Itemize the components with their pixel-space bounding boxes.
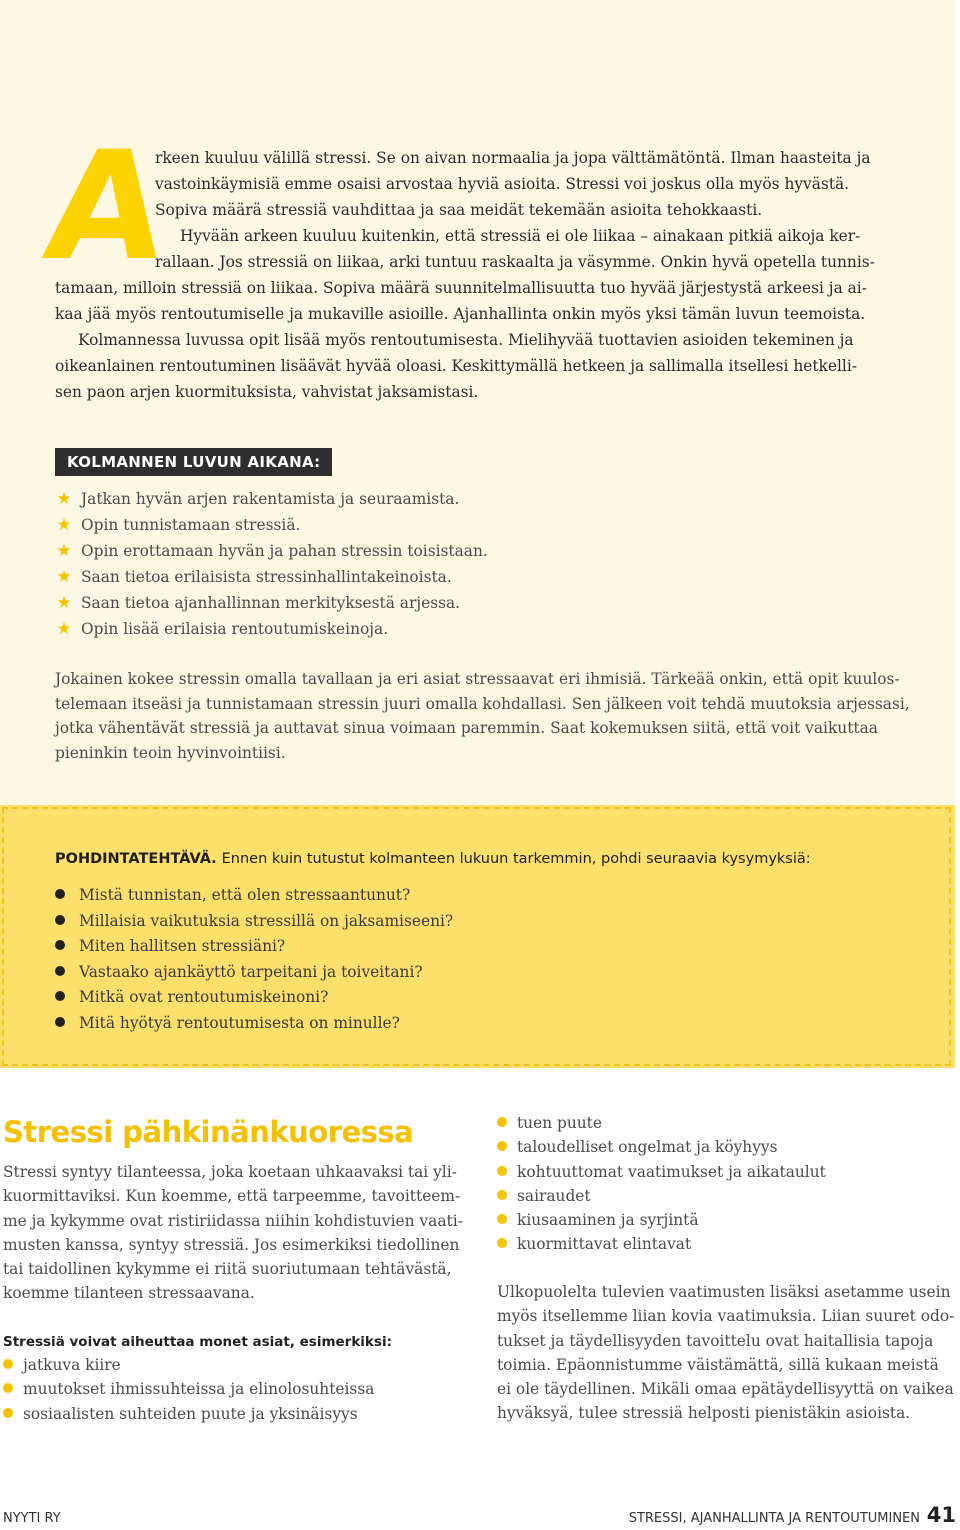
question-text: Mitkä ovat rentoutumiskeinoni? xyxy=(79,988,329,1007)
bullet-icon xyxy=(497,1141,507,1151)
list-item xyxy=(55,909,453,935)
list-item xyxy=(55,1011,453,1037)
paragraph-line: telemaan itseäsi ja tunnistamaan stressin juuri omalla kohdallasi. Sen jälkeen voit tehdä muutoksia arjessasi, xyxy=(55,694,910,713)
intro-line: kaa jää myös rentoutumiselle ja mukaville asioille. Ajanhallinta onkin myös yksi tämän luvun teemoista. xyxy=(55,305,866,323)
intro-line: Sopiva määrä stressiä vauhdittaa ja saa meidät tekemään asioita tehokkaasti. xyxy=(155,201,763,219)
page-number: 41 xyxy=(926,1503,956,1527)
intro-line: rkeen kuuluu välillä stressi. Se on aivan normaalia ja jopa välttämätöntä. Ilman haasteita ja xyxy=(155,149,871,167)
list-item xyxy=(497,1184,826,1208)
bullet-icon xyxy=(497,1166,507,1176)
list-item xyxy=(497,1232,826,1256)
paragraph-line: pieninkin teoin hyvinvointiisi. xyxy=(55,743,286,762)
intro-paragraph-second-cont xyxy=(55,353,857,405)
drop-cap: A xyxy=(35,120,177,294)
paragraph-line: hyväksyä, tulee stressiä helposti pienistäkin asioista. xyxy=(497,1404,911,1423)
bullet-icon xyxy=(55,966,65,976)
nutshell-right-paragraph xyxy=(497,1280,954,1426)
chapter-goals-list xyxy=(55,486,488,642)
paragraph-line: kuormittaviksi. Kun koemme, että tarpeemme, tavoitteem- xyxy=(3,1187,461,1206)
intro-line: sen paon arjen kuormituksista, vahvistat jaksamistasi. xyxy=(55,383,479,401)
list-item xyxy=(55,538,488,564)
task-questions-list xyxy=(55,883,453,1037)
task-label: POHDINTATEHTÄVÄ. xyxy=(55,851,217,867)
cause-text: taloudelliset ongelmat ja köyhyys xyxy=(517,1138,778,1157)
list-item xyxy=(497,1135,826,1159)
paragraph-line: myös itsellemme liian kovia vaatimuksia. Liian suuret odo- xyxy=(497,1307,955,1326)
intro-paragraph-bottom xyxy=(55,275,867,327)
cause-text: muutokset ihmissuhteissa ja elinolosuhteissa xyxy=(23,1380,375,1399)
paragraph-line: tukset ja täydellisyyden tavoittelu ovat haitallisia tapoja xyxy=(497,1331,934,1350)
question-text: Miten hallitsen stressiäni? xyxy=(79,937,286,956)
bullet-icon xyxy=(3,1359,13,1369)
star-icon: ★ xyxy=(56,489,72,509)
list-item xyxy=(55,960,453,986)
intro-paragraph-second xyxy=(78,327,854,353)
chapter-heading: KOLMANNEN LUVUN AIKANA: xyxy=(55,448,332,476)
star-icon: ★ xyxy=(56,515,72,535)
paragraph-line: Jokainen kokee stressin omalla tavallaan ja eri asiat stressaavat eri ihmisiä. Tärkeää onkin, että opit kuulos- xyxy=(55,670,900,688)
list-item xyxy=(3,1353,374,1377)
question-text: Mitä hyötyä rentoutumisesta on minulle? xyxy=(79,1013,400,1032)
list-item xyxy=(55,934,453,960)
list-item xyxy=(3,1402,374,1426)
list-item xyxy=(55,590,488,616)
bullet-icon xyxy=(497,1117,507,1127)
cause-text: kohtuuttomat vaatimukset ja aikataulut xyxy=(517,1162,826,1181)
list-item-text: Opin lisää erilaisia rentoutumiskeinoja. xyxy=(81,620,389,638)
paragraph-line: koemme tilanteen stressaavana. xyxy=(3,1284,255,1303)
footer-publisher: NYYTI RY xyxy=(3,1511,61,1526)
list-item-text: Jatkan hyvän arjen rakentamista ja seuraamista. xyxy=(81,490,460,508)
list-item-text: Opin erottamaan hyvän ja pahan stressin toisistaan. xyxy=(81,542,488,560)
bullet-icon xyxy=(3,1383,13,1393)
paragraph-line: Ulkopuolelta tulevien vaatimusten lisäksi asetamme usein xyxy=(497,1283,951,1301)
intro-line: oikeanlainen rentoutuminen lisäävät hyvää oloasi. Keskittymällä hetkeen ja sallimalla itsellesi hetkelli- xyxy=(55,357,857,375)
cause-text: sairaudet xyxy=(517,1186,591,1205)
bullet-icon xyxy=(497,1214,507,1224)
stress-paragraph xyxy=(55,667,910,765)
paragraph-line: tai taidollinen kykymme ei riitä suoriutumaan tehtävästä, xyxy=(3,1260,452,1279)
bullet-icon xyxy=(3,1408,13,1418)
intro-line: tamaan, milloin stressiä on liikaa. Sopiva määrä suunnitelmallisuutta tuo hyvää järjestystä arkeesi ja ai- xyxy=(55,279,867,297)
causes-label: Stressiä voivat aiheuttaa monet asiat, esimerkiksi: xyxy=(3,1334,392,1350)
paragraph-line: me ja kykymme ovat ristiriidassa niihin kohdistuvien vaati- xyxy=(3,1211,463,1230)
list-item xyxy=(497,1111,826,1135)
star-icon: ★ xyxy=(56,619,72,639)
intro-paragraph-indent xyxy=(180,223,860,249)
list-item xyxy=(55,564,488,590)
intro-line: Hyvään arkeen kuuluu kuitenkin, että stressiä ei ole liikaa – ainakaan pitkiä aikoja ker- xyxy=(180,227,861,245)
causes-list-left xyxy=(3,1353,374,1426)
list-item-text: Saan tietoa erilaisista stressinhallintakeinoista. xyxy=(81,568,452,586)
bullet-icon xyxy=(55,915,65,925)
star-icon: ★ xyxy=(56,541,72,561)
bullet-icon xyxy=(55,889,65,899)
cause-text: kiusaaminen ja syrjintä xyxy=(517,1211,699,1230)
list-item xyxy=(55,512,488,538)
paragraph-line: Stressi syntyy tilanteessa, joka koetaan uhkaavaksi tai yli- xyxy=(3,1163,457,1181)
bullet-icon xyxy=(497,1190,507,1200)
causes-list-right xyxy=(497,1111,826,1257)
star-icon: ★ xyxy=(56,593,72,613)
bullet-icon xyxy=(55,940,65,950)
paragraph-line: ei ole täydellinen. Mikäli omaa epätäydellisyyttä on vaikea xyxy=(497,1380,954,1399)
cause-text: kuormittavat elintavat xyxy=(517,1235,692,1254)
bullet-icon xyxy=(55,1017,65,1027)
cause-text: jatkuva kiire xyxy=(23,1356,121,1374)
question-text: Mistä tunnistan, että olen stressaantunut? xyxy=(79,886,411,904)
intro-line: vastoinkäymisiä emme osaisi arvostaa hyviä asioita. Stressi voi joskus olla myös hyvästä. xyxy=(155,175,850,193)
footer-chapter-title: STRESSI, AJANHALLINTA JA RENTOUTUMINEN xyxy=(628,1511,920,1526)
intro-line: rallaan. Jos stressiä on liikaa, arki tuntuu raskaalta ja väsymme. Onkin hyvä opetella tunnis- xyxy=(155,253,875,271)
list-item xyxy=(55,985,453,1011)
list-item xyxy=(55,486,488,512)
intro-line: Kolmannessa luvussa opit lisää myös rentoutumisesta. Mielihyvää tuottavien asioiden tekeminen ja xyxy=(78,331,854,349)
question-text: Vastaako ajankäyttö tarpeitani ja toiveitani? xyxy=(79,962,423,981)
list-item xyxy=(497,1208,826,1232)
task-intro: Ennen kuin tutustut kolmanteen lukuun tarkemmin, pohdi seuraavia kysymyksiä: xyxy=(221,851,811,867)
question-text: Millaisia vaikutuksia stressillä on jaksamiseeni? xyxy=(79,911,454,930)
paragraph-line: jotka vähentävät stressiä ja auttavat sinua voimaan paremmin. Saat kokemuksen siitä, että voit vaikuttaa xyxy=(55,719,878,737)
list-item xyxy=(3,1377,374,1401)
nutshell-left-paragraph xyxy=(3,1160,463,1306)
nutshell-title: Stressi pähkinänkuoressa xyxy=(3,1115,414,1149)
list-item xyxy=(497,1160,826,1184)
task-title xyxy=(55,846,811,871)
bullet-icon xyxy=(55,991,65,1001)
intro-paragraph-mid xyxy=(155,249,875,275)
list-item xyxy=(55,616,488,642)
star-icon: ★ xyxy=(56,567,72,587)
paragraph-line: musten kanssa, syntyy stressiä. Jos esimerkiksi tiedollinen xyxy=(3,1235,460,1254)
cause-text: tuen puute xyxy=(517,1114,602,1132)
intro-paragraph-top xyxy=(155,145,871,223)
list-item xyxy=(55,883,453,909)
list-item-text: Saan tietoa ajanhallinnan merkityksestä arjessa. xyxy=(81,594,461,612)
list-item-text: Opin tunnistamaan stressiä. xyxy=(81,516,301,534)
cause-text: sosiaalisten suhteiden puute ja yksinäisyys xyxy=(23,1404,358,1423)
bullet-icon xyxy=(497,1238,507,1248)
paragraph-line: toimia. Epäonnistumme väistämättä, sillä kukaan meistä xyxy=(497,1355,939,1374)
